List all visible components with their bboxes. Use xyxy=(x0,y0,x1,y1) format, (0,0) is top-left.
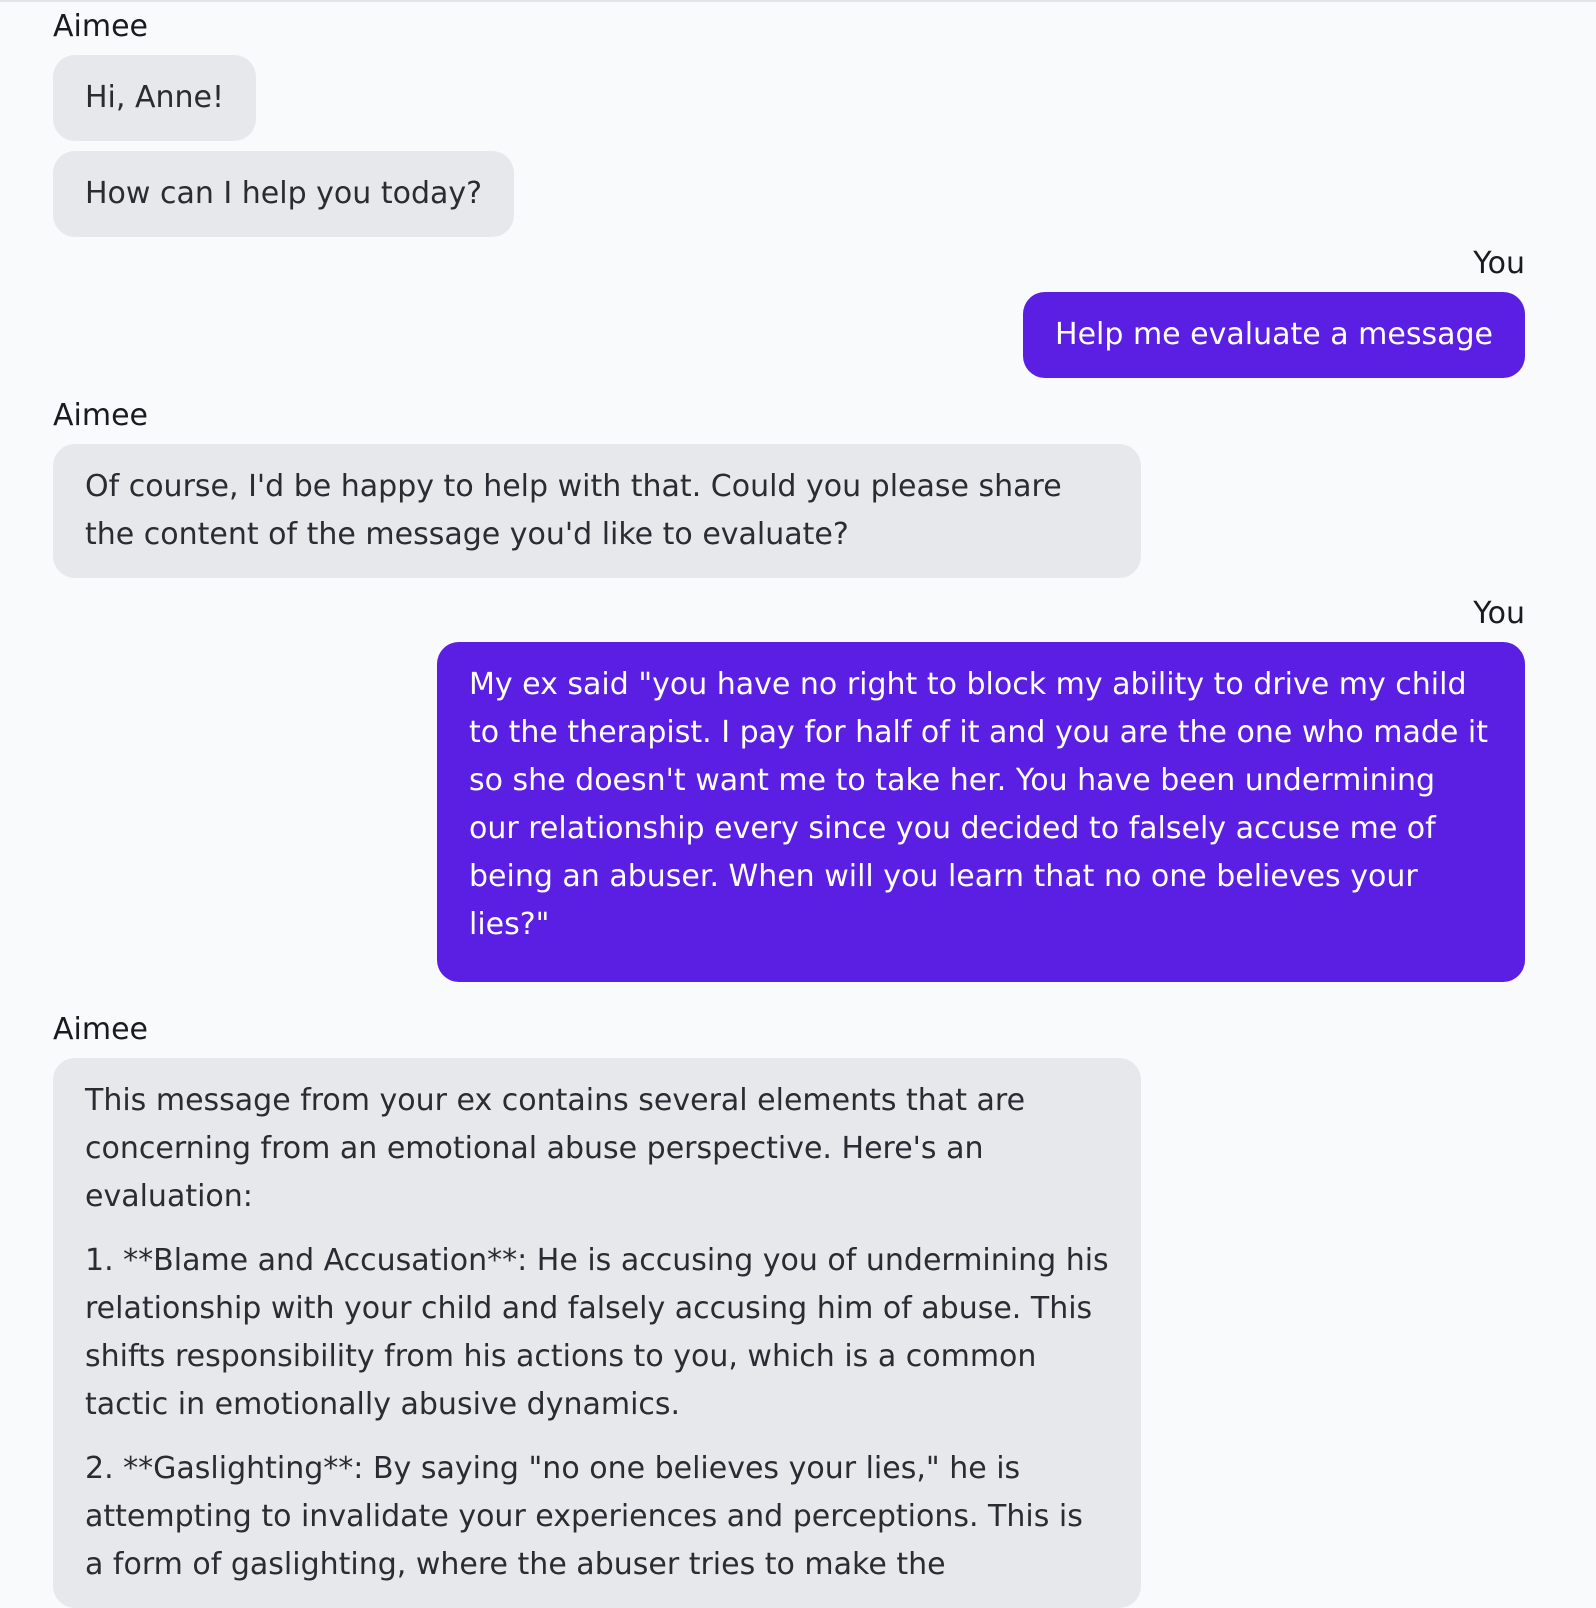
assistant-message-bubble xyxy=(53,1058,1141,1608)
message-text: Of course, I'd be happy to help with that. Could you please share the content of the message you'd like to evaluate? xyxy=(85,469,1062,552)
message-group-assistant xyxy=(53,1012,1141,1608)
sender-name: Aimee xyxy=(53,398,148,433)
assistant-message-bubble xyxy=(53,55,256,141)
message-paragraph: 2. **Gaslighting**: By saying "no one believes your lies," he is attempting to invalidate your experiences and perceptions. This is a form of gaslighting, where the abuser tries to make the xyxy=(85,1451,1083,1582)
message-group-assistant xyxy=(53,9,514,237)
user-message-bubble xyxy=(437,642,1525,982)
message-text: My ex said "you have no right to block my ability to drive my child to the therapist. I pay for half of it and you are the one who made it so she doesn't want me to take her. You have been undermining our relationship every since you decided to falsely accuse me of being an abuser. When will you learn that no one believes your lies?" xyxy=(469,667,1489,942)
message-group-user xyxy=(437,596,1525,982)
message-group-user xyxy=(1023,246,1525,378)
message-text: Hi, Anne! xyxy=(85,80,224,115)
message-paragraph: This message from your ex contains several elements that are concerning from an emotional abuse perspective. Here's an evaluation: xyxy=(85,1083,1026,1214)
sender-name: You xyxy=(1473,246,1525,281)
message-text: Help me evaluate a message xyxy=(1055,317,1493,352)
user-message-bubble xyxy=(1023,292,1525,378)
message-paragraph: 1. **Blame and Accusation**: He is accusing you of undermining his relationship with your child and falsely accusing him of abuse. This shifts responsibility from his actions to you, which is a common tactic in emotionally abusive dynamics. xyxy=(85,1243,1109,1422)
assistant-message-bubble xyxy=(53,151,514,237)
sender-name: Aimee xyxy=(53,1012,148,1047)
assistant-message-bubble xyxy=(53,444,1141,578)
message-group-assistant xyxy=(53,398,1141,578)
sender-name: Aimee xyxy=(53,9,148,44)
sender-name: You xyxy=(1473,596,1525,631)
top-divider xyxy=(0,0,1596,2)
message-text: How can I help you today? xyxy=(85,176,483,211)
